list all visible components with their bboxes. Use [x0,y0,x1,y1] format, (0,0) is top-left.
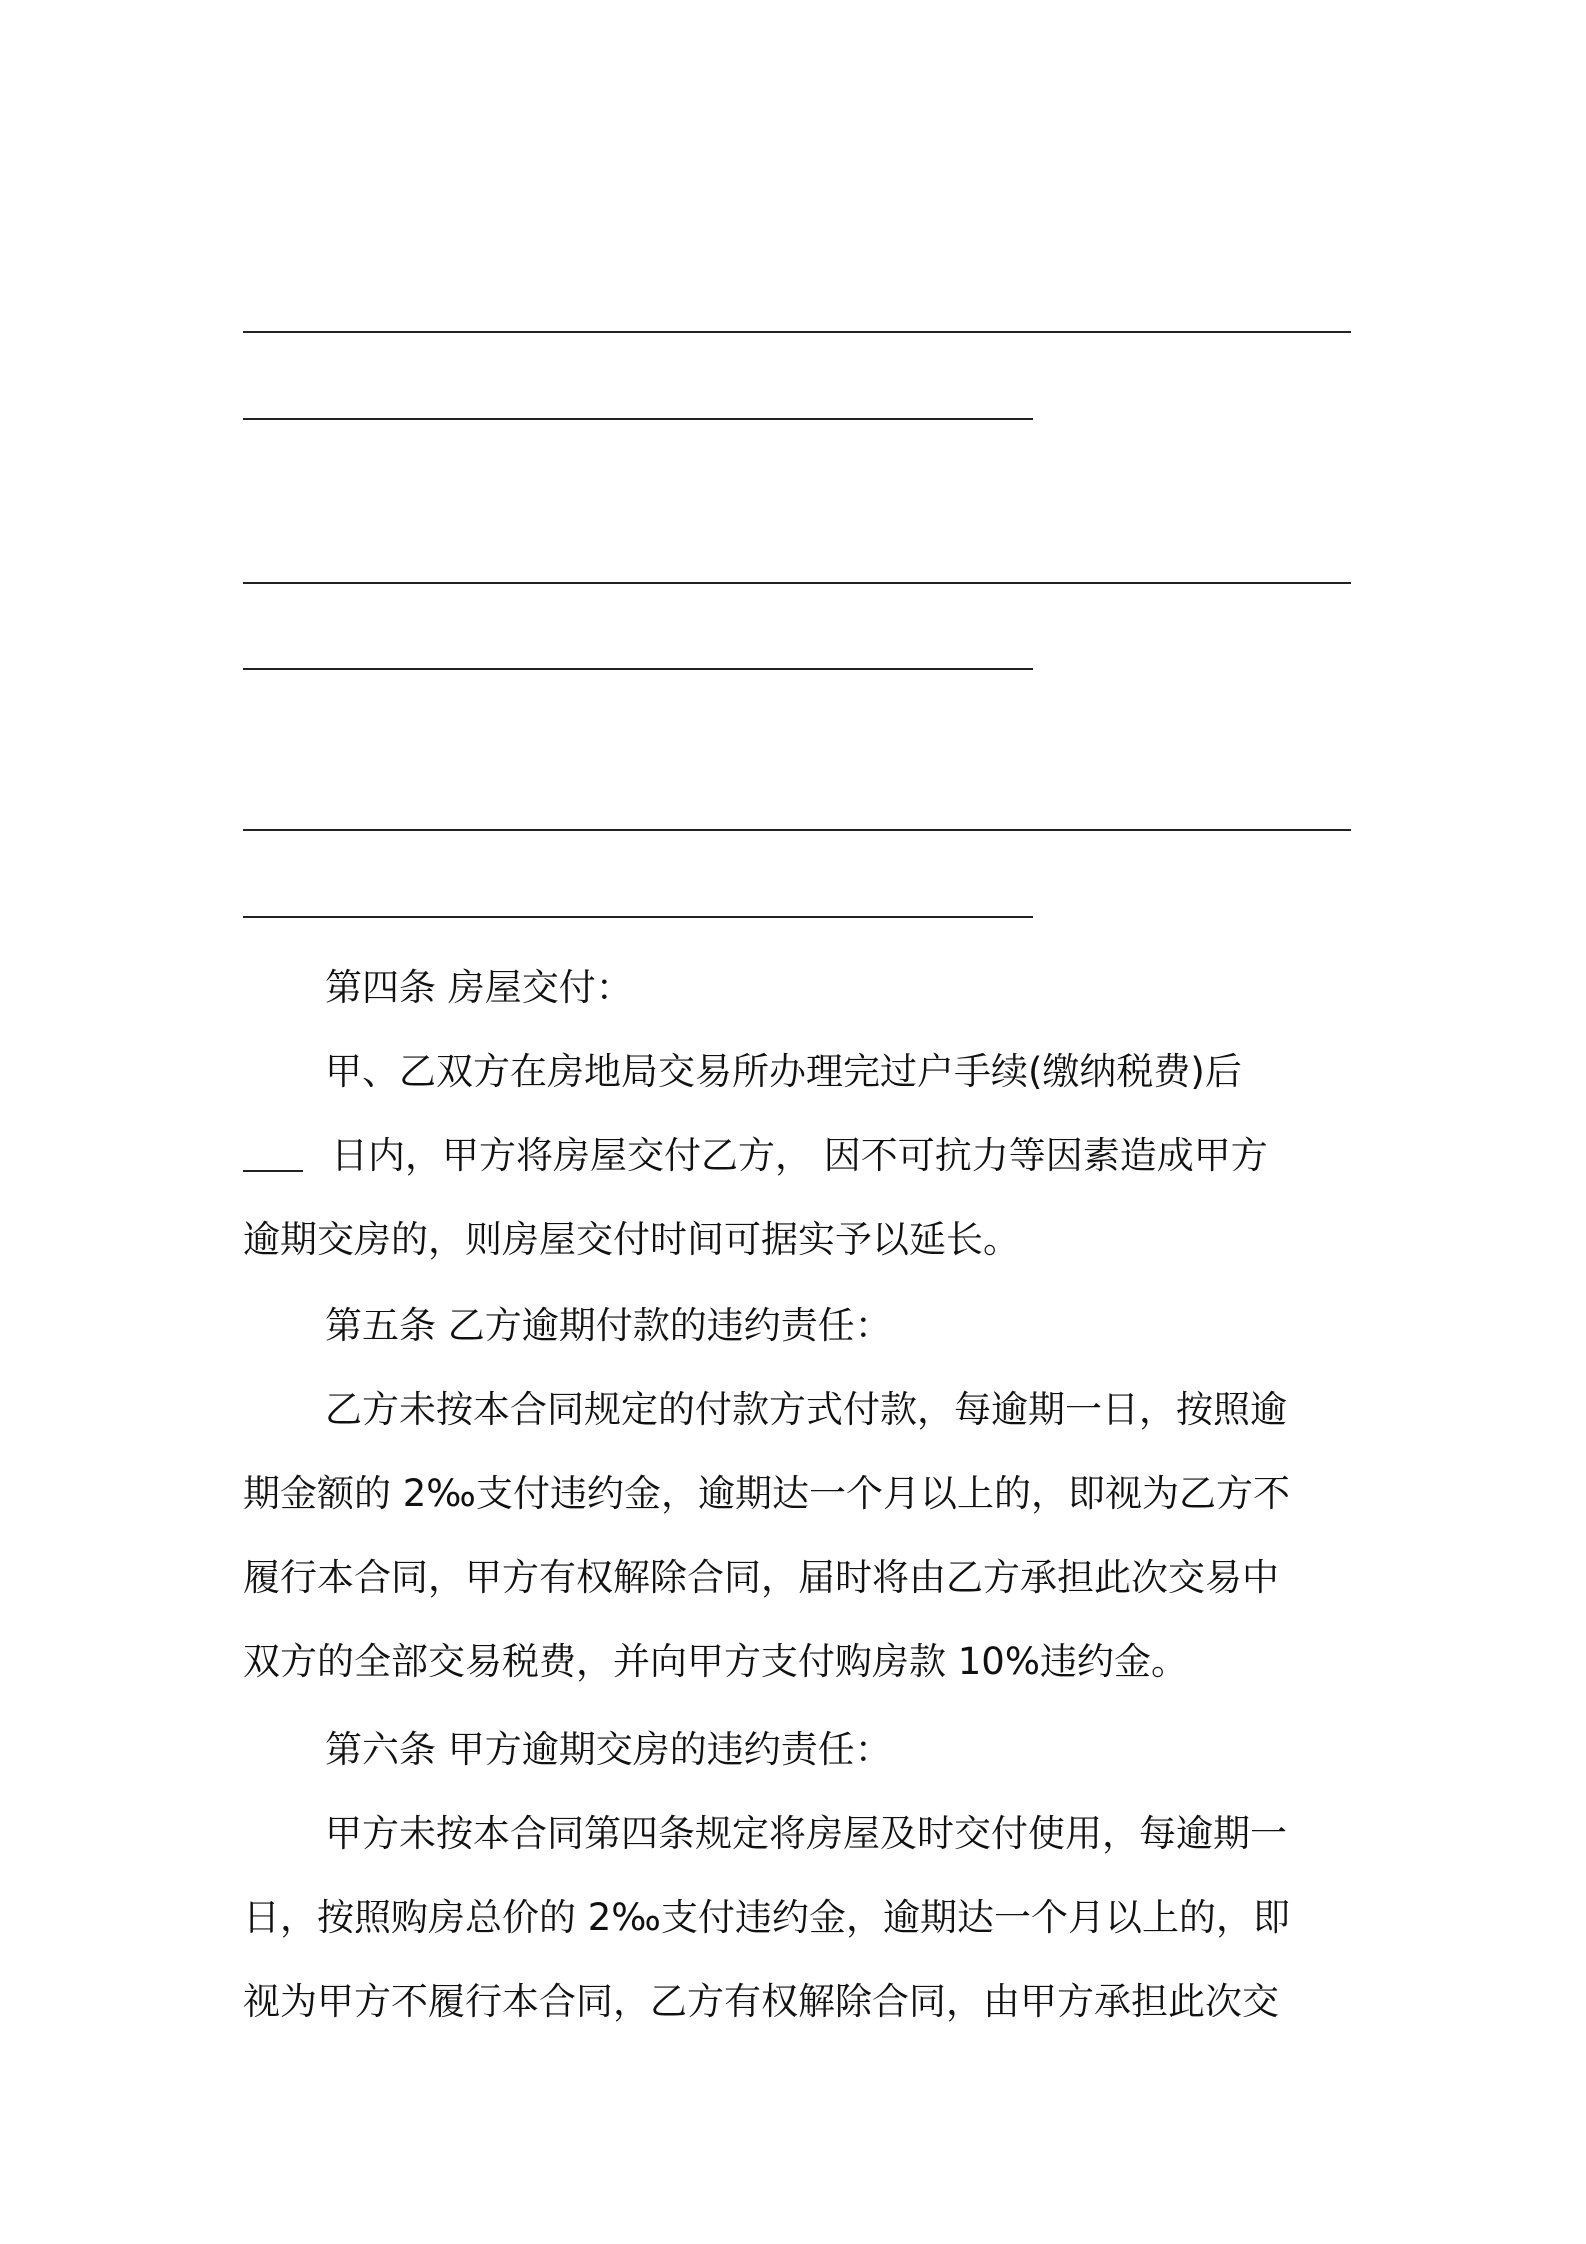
article-6-line-3: 视为甲方不履行本合同，乙方有权解除合同，由甲方承担此次交 [243,1980,1279,2023]
article-5-line-2: 期金额的 2‰支付违约金，逾期达一个月以上的，即视为乙方不 [243,1472,1290,1515]
article-4-line-2: 日内，甲方将房屋交付乙方， 因不可抗力等因素造成甲方 [331,1134,1268,1177]
article-4-line-3: 逾期交房的，则房屋交付时间可据实予以延长。 [243,1218,1020,1261]
article-4-heading: 第四条 房屋交付： [325,966,633,1009]
blank-fill-line-5 [243,829,1351,831]
article-5-line-3: 履行本合同，甲方有权解除合同，届时将由乙方承担此次交易中 [243,1556,1279,1599]
blank-fill-line-6 [243,916,1033,918]
blank-fill-line-2 [243,418,1033,420]
article-6-line-2: 日，按照购房总价的 2‰支付违约金，逾期达一个月以上的，即 [243,1896,1290,1939]
days-blank [243,1134,303,1172]
article-4-body [243,1030,1353,1282]
blank-fill-line-3 [243,582,1351,584]
article-5-line-4: 双方的全部交易税费，并向甲方支付购房款 10%违约金。 [243,1640,1188,1683]
article-5-line-1: 乙方未按本合同规定的付款方式付款，每逾期一日，按照逾 [325,1388,1287,1431]
article-4-line-1: 甲、乙双方在房地局交易所办理完过户手续(缴纳税费)后 [325,1050,1242,1093]
blank-fill-line-1 [243,331,1351,333]
article-6-line-1: 甲方未按本合同第四条规定将房屋及时交付使用，每逾期一 [325,1812,1287,1855]
article-6-body [243,1792,1353,2044]
article-6-heading: 第六条 甲方逾期交房的违约责任： [325,1728,892,1771]
article-5-body [243,1368,1353,1704]
article-5-heading: 第五条 乙方逾期付款的违约责任： [325,1304,892,1347]
blank-fill-line-4 [243,668,1033,670]
